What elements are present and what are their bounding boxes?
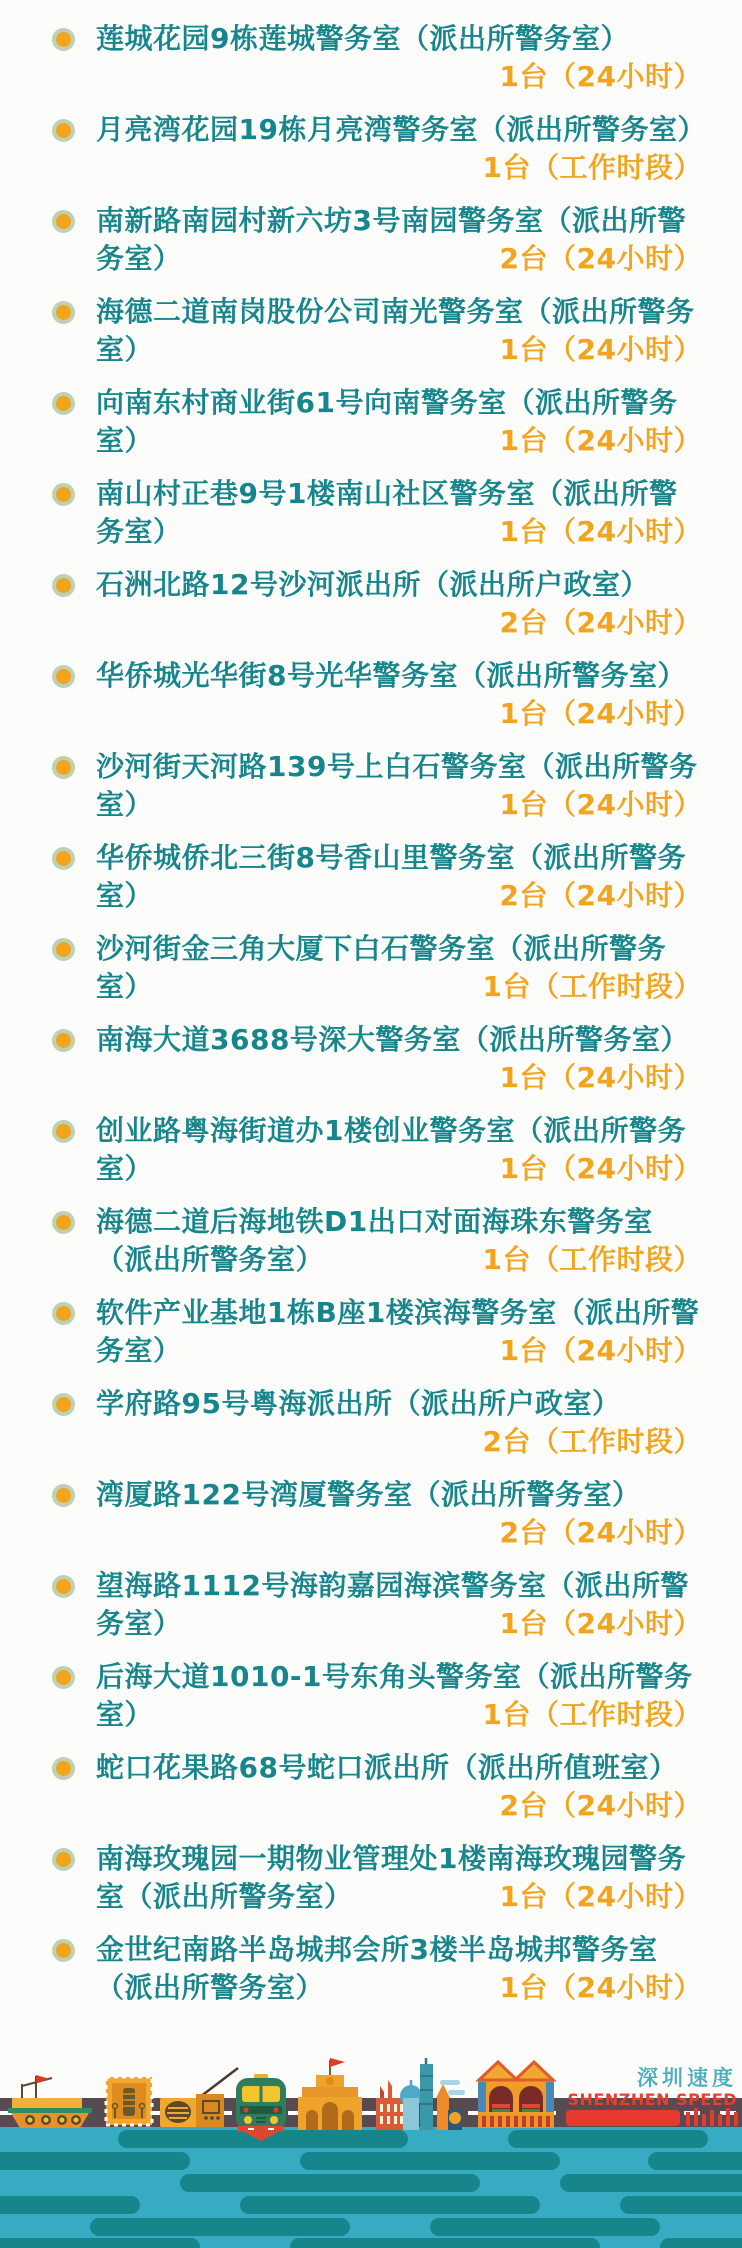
machine-count: 1台（24小时） (499, 1152, 702, 1185)
water (0, 2127, 742, 2248)
machine-count: 2台（24小时） (499, 242, 702, 275)
list-item-content (96, 1749, 702, 1825)
list-item-content (96, 1112, 702, 1188)
bullet-icon (52, 665, 75, 688)
list-item (52, 1931, 702, 2007)
list-item-content (96, 202, 702, 278)
machine-count: 1台（24小时） (499, 424, 702, 457)
list-item (52, 1294, 702, 1370)
list-item-content (96, 1203, 702, 1279)
list-item (52, 1021, 702, 1097)
station-name: 莲城花园9栋莲城警务室（派出所警务室） (96, 22, 629, 55)
list-item (52, 1840, 702, 1916)
list-item-content (96, 1931, 702, 2007)
station-name: 后海大道1010-1号东角头警务室（派出所警务室） (96, 1660, 693, 1731)
machine-count: 1台（24小时） (499, 1880, 702, 1913)
list-item-content (96, 1476, 702, 1552)
list-item-content (96, 748, 702, 824)
stamp-icon (106, 2077, 152, 2125)
bullet-icon (52, 1666, 75, 1689)
station-icon (298, 2058, 362, 2130)
bullet-icon (52, 483, 75, 506)
station-name: 海德二道后海地铁D1出口对面海珠东警务室（派出所警务室） (96, 1205, 653, 1276)
list-item (52, 566, 702, 642)
list-item (52, 293, 702, 369)
list-item (52, 202, 702, 278)
station-name: 沙河街天河路139号上白石警务室（派出所警务室） (96, 750, 698, 821)
station-name: 南山村正巷9号1楼南山社区警务室（派出所警务室） (96, 477, 678, 548)
skyline-icon (376, 2058, 465, 2130)
bullet-icon (52, 938, 75, 961)
list-item (52, 475, 702, 551)
station-name: 蛇口花果路68号蛇口派出所（派出所值班室） (96, 1751, 678, 1784)
machine-count: 1台（24小时） (499, 697, 702, 730)
list-item (52, 1567, 702, 1643)
list-item (52, 1476, 702, 1552)
bullet-icon (52, 28, 75, 51)
list-item-content (96, 566, 702, 642)
list-item-content (96, 1021, 702, 1097)
list-item (52, 930, 702, 1006)
machine-count: 1台（工作时段） (482, 151, 702, 184)
machine-count: 1台（24小时） (499, 515, 702, 548)
list-item-content (96, 1658, 702, 1734)
bullet-icon (52, 1939, 75, 1962)
bullet-icon (52, 1848, 75, 1871)
list-item (52, 1385, 702, 1461)
machine-count: 1台（24小时） (499, 1334, 702, 1367)
list-item-content (96, 1567, 702, 1643)
list-item-content (96, 1385, 702, 1461)
station-name: 南新路南园村新六坊3号南园警务室（派出所警务室） (96, 204, 686, 275)
machine-count: 2台（24小时） (499, 1516, 702, 1549)
bullet-icon (52, 1575, 75, 1598)
list-item (52, 1203, 702, 1279)
list-item (52, 1112, 702, 1188)
machine-count: 2台（24小时） (499, 1789, 702, 1822)
list-item-content (96, 384, 702, 460)
station-name: 月亮湾花园19栋月亮湾警务室（派出所警务室） (96, 113, 706, 146)
bullet-icon (52, 301, 75, 324)
list-item-content (96, 839, 702, 915)
bullet-icon (52, 1211, 75, 1234)
list-item-content (96, 475, 702, 551)
station-name: 学府路95号粤海派出所（派出所户政室） (96, 1387, 621, 1420)
list-item-content (96, 930, 702, 1006)
bullet-icon (52, 574, 75, 597)
machine-count: 1台（24小时） (499, 60, 702, 93)
footer-illustration (0, 2020, 742, 2248)
bullet-icon (52, 1302, 75, 1325)
list-item (52, 384, 702, 460)
machine-count: 1台（24小时） (499, 1061, 702, 1094)
list-item-content (96, 293, 702, 369)
station-name: 软件产业基地1栋B座1楼滨海警务室（派出所警务室） (96, 1296, 700, 1367)
red-bridge-icon (566, 2108, 738, 2126)
station-name: 南海大道3688号深大警务室（派出所警务室） (96, 1023, 689, 1056)
station-name: 石洲北路12号沙河派出所（派出所户政室） (96, 568, 649, 601)
list-item (52, 20, 702, 96)
machine-count: 2台（工作时段） (482, 1425, 702, 1458)
station-name: 华侨城侨北三街8号香山里警务室（派出所警务室） (96, 841, 686, 912)
bullet-icon (52, 756, 75, 779)
station-name: 创业路粤海街道办1楼创业警务室（派出所警务室） (96, 1114, 686, 1185)
bullet-icon (52, 847, 75, 870)
machine-count: 1台（工作时段） (482, 970, 702, 1003)
list-item (52, 1658, 702, 1734)
bullet-icon (52, 1393, 75, 1416)
bullet-icon (52, 210, 75, 233)
machine-count: 1台（工作时段） (482, 1243, 702, 1276)
machine-count: 1台（工作时段） (482, 1698, 702, 1731)
station-name: 南海玫瑰园一期物业管理处1楼南海玫瑰园警务室（派出所警务室） (96, 1842, 686, 1913)
machine-count: 2台（24小时） (499, 879, 702, 912)
list-item-content (96, 1294, 702, 1370)
machine-count: 2台（24小时） (499, 606, 702, 639)
bullet-icon (52, 1029, 75, 1052)
list-item (52, 748, 702, 824)
cityscape-graphic (0, 2020, 742, 2248)
station-name: 海德二道南岗股份公司南光警务室（派出所警务室） (96, 295, 695, 366)
station-name: 向南东村商业街61号向南警务室（派出所警务室） (96, 386, 678, 457)
house-icon (478, 2062, 554, 2128)
brand-english: SHENZHEN SPEED (567, 2090, 737, 2109)
station-name: 金世纪南路半岛城邦会所3楼半岛城邦警务室（派出所警务室） (96, 1933, 658, 2004)
bullet-icon (52, 1484, 75, 1507)
machine-count: 1台（24小时） (499, 788, 702, 821)
list-item (52, 1749, 702, 1825)
list-item (52, 657, 702, 733)
bullet-icon (52, 119, 75, 142)
station-name: 湾厦路122号湾厦警务室（派出所警务室） (96, 1478, 641, 1511)
list-item-content (96, 111, 706, 187)
bullet-icon (52, 1120, 75, 1143)
bullet-icon (52, 392, 75, 415)
list-item-content (96, 20, 702, 96)
brand-block (567, 2066, 737, 2110)
brand-chinese: 深圳速度 (637, 2066, 737, 2090)
list-item (52, 111, 706, 187)
train-icon (236, 2074, 286, 2141)
machine-count: 1台（24小时） (499, 1971, 702, 2004)
list-item-content (96, 1840, 702, 1916)
machine-count: 1台（24小时） (499, 1607, 702, 1640)
station-name: 沙河街金三角大厦下白石警务室（派出所警务室） (96, 932, 667, 1003)
list-item-content (96, 657, 702, 733)
boat-icon (8, 2075, 92, 2128)
bullet-icon (52, 1757, 75, 1780)
station-name: 望海路1112号海韵嘉园海滨警务室（派出所警务室） (96, 1569, 689, 1640)
machine-count: 1台（24小时） (499, 333, 702, 366)
list-item (52, 839, 702, 915)
station-name: 华侨城光华街8号光华警务室（派出所警务室） (96, 659, 686, 692)
